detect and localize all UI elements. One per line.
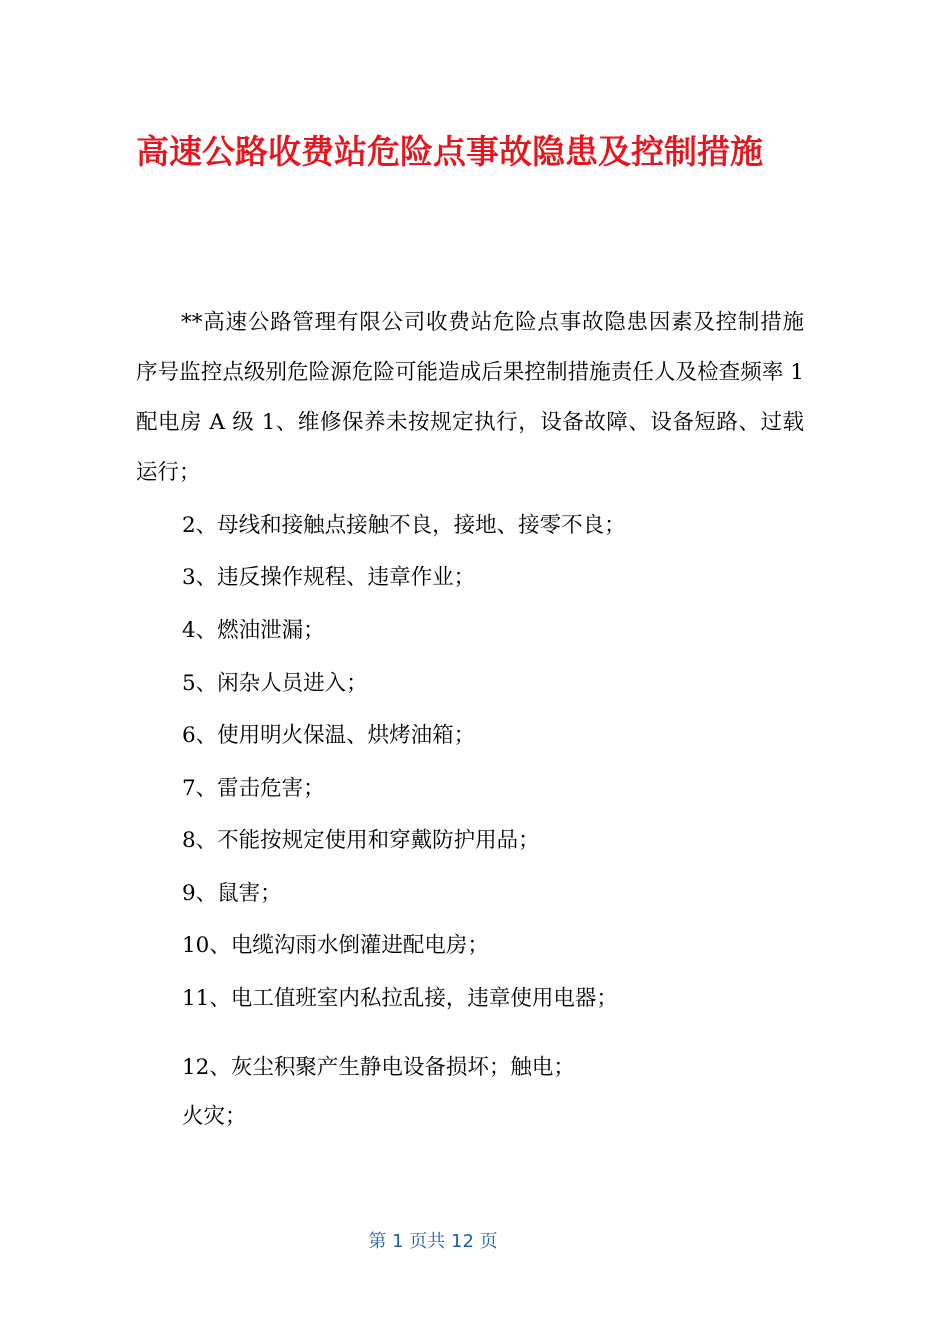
list-item: 9、鼠害；	[182, 881, 282, 906]
list-item: 10、电缆沟雨水倒灌进配电房；	[182, 933, 489, 958]
list-item: 6、使用明火保温、烘烤油箱；	[182, 723, 476, 748]
list-item: 12、灰尘积聚产生静电设备损坏；触电；	[182, 1055, 575, 1080]
page-number-footer: 第 1 页共 12 页	[368, 1231, 498, 1252]
list-item: 7、雷击危害；	[182, 776, 325, 801]
list-item: 2、母线和接触点接触不良，接地、接零不良；	[182, 513, 626, 538]
document-title: 高速公路收费站危险点事故隐患及控制措施	[136, 132, 763, 171]
list-item: 火灾；	[182, 1104, 247, 1129]
list-item: 3、违反操作规程、违章作业；	[182, 565, 476, 590]
intro-paragraph: **高速公路管理有限公司收费站危险点事故隐患因素及控制措施序号监控点级别危险源危险可能造成后果控制措施责任人及检查频率 1 配电房 A 级 1、维修保养未按规定执行，设备故障、设备短路、过载运行；	[136, 310, 804, 485]
list-item: 4、燃油泄漏；	[182, 618, 325, 643]
list-item: 8、不能按规定使用和穿戴防护用品；	[182, 828, 540, 853]
list-item: 11、电工值班室内私拉乱接，违章使用电器；	[182, 986, 618, 1011]
list-item: 5、闲杂人员进入；	[182, 671, 368, 696]
